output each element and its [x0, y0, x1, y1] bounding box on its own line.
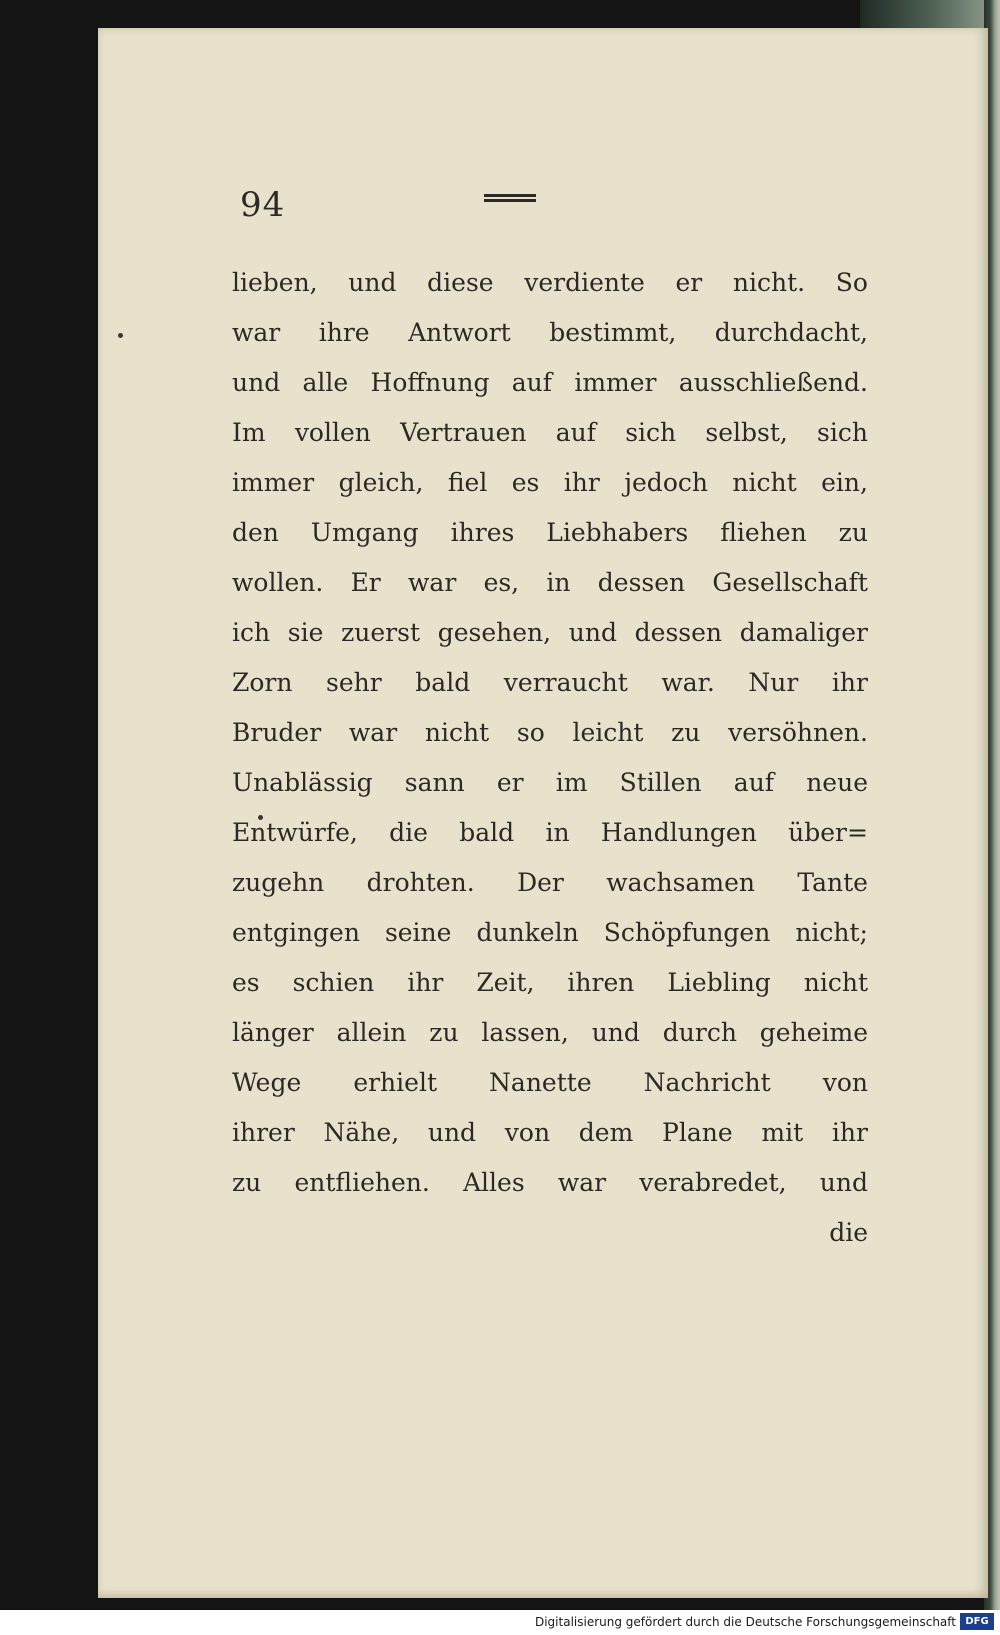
word: Hoffnung [370, 368, 490, 397]
word: ihr [831, 1118, 868, 1147]
word: schien [292, 968, 375, 997]
word: in [545, 818, 570, 847]
text-line [232, 1108, 868, 1158]
word: immer [232, 468, 315, 497]
word: und [591, 1018, 640, 1047]
dfg-logo: DFG [960, 1613, 994, 1630]
text-line [232, 808, 868, 858]
word: dem [578, 1118, 634, 1147]
word: wachsamen [606, 868, 755, 897]
body-text [232, 258, 868, 1258]
word: es [511, 468, 540, 497]
word: nicht [803, 968, 868, 997]
word: und [348, 268, 397, 297]
word: ihr [831, 668, 868, 697]
text-line [232, 758, 868, 808]
word: alle [302, 368, 349, 397]
word: ein, [821, 468, 868, 497]
word: Der [517, 868, 564, 897]
word: zu [671, 718, 701, 747]
word: auf [511, 368, 553, 397]
text-line [232, 1008, 868, 1058]
word: Wege [232, 1068, 302, 1097]
word: zuerst [341, 618, 421, 647]
word: durch [662, 1018, 737, 1047]
word: allein [336, 1018, 407, 1047]
word: war [557, 1168, 607, 1197]
header-rule [484, 194, 536, 206]
text-line [232, 558, 868, 608]
word: Nur [748, 668, 799, 697]
word: sie [287, 618, 324, 647]
word: ihr [563, 468, 600, 497]
text-line [232, 708, 868, 758]
word: verdiente [524, 268, 645, 297]
word: Handlungen [600, 818, 757, 847]
word: vollen [294, 418, 371, 447]
word: im [555, 768, 588, 797]
word: lassen, [481, 1018, 569, 1047]
word: verabredet, [639, 1168, 787, 1197]
word: sann [404, 768, 465, 797]
word: ihres [450, 518, 515, 547]
word: zugehn [232, 868, 325, 897]
word: den [232, 518, 279, 547]
text-line [232, 608, 868, 658]
book-cover-edge [860, 0, 1000, 28]
word: zu [429, 1018, 459, 1047]
funding-credit: Digitalisierung gefördert durch die Deutsche Forschungsgemeinschaft [534, 1615, 956, 1629]
word: seine [384, 918, 452, 947]
word: Tante [797, 868, 868, 897]
word: sehr [326, 668, 382, 697]
word: nicht [424, 718, 490, 747]
word: Antwort [408, 318, 511, 347]
word: ihrer [232, 1118, 295, 1147]
footer-bar [0, 1610, 1000, 1635]
word: auf [555, 418, 596, 447]
text-line [232, 308, 868, 358]
word: Schöpfungen [603, 918, 771, 947]
word: dessen [634, 618, 723, 647]
word: von [822, 1068, 868, 1097]
word: bestimmt, [549, 318, 677, 347]
word: verraucht [503, 668, 628, 697]
word: Nanette [489, 1068, 592, 1097]
word: dessen [597, 568, 686, 597]
text-line [232, 458, 868, 508]
word: Plane [662, 1118, 733, 1147]
word: neue [806, 768, 868, 797]
word: zu [838, 518, 868, 547]
word: jedoch [624, 468, 708, 497]
text-line [232, 508, 868, 558]
word: Bruder [232, 718, 322, 747]
word: Alles [462, 1168, 525, 1197]
margin-mark [118, 333, 123, 338]
word: wollen. [232, 568, 324, 597]
word: über= [788, 818, 868, 847]
word: ausschließend. [678, 368, 868, 397]
word: die [389, 818, 428, 847]
text-line [232, 908, 868, 958]
word: Gesellschaft [712, 568, 868, 597]
word: leicht [572, 718, 644, 747]
catchword-line [232, 1208, 868, 1258]
text-line [232, 1158, 868, 1208]
text-line [232, 258, 868, 308]
word: war [232, 318, 281, 347]
word: er [496, 768, 524, 797]
page-number: 94 [240, 185, 286, 225]
word: Im [232, 418, 266, 447]
word: länger [232, 1018, 314, 1047]
word: bald [415, 668, 471, 697]
text-line [232, 658, 868, 708]
word: So [835, 268, 868, 297]
word: nicht [732, 468, 797, 497]
word: selbst, [705, 418, 788, 447]
text-line [232, 408, 868, 458]
word: nicht; [795, 918, 868, 947]
word: Vertrauen [400, 418, 527, 447]
word: und [232, 368, 281, 397]
word: gesehen, [437, 618, 552, 647]
word: drohten. [366, 868, 475, 897]
word: damaliger [739, 618, 868, 647]
word: Zorn [232, 668, 293, 697]
word: und [427, 1118, 477, 1147]
word: es [232, 968, 260, 997]
catchword: die [829, 1218, 868, 1247]
word: Entwürfe, [232, 818, 358, 847]
word: nicht. [732, 268, 806, 297]
word: bald [459, 818, 515, 847]
word: in [546, 568, 571, 597]
word: Nachricht [643, 1068, 771, 1097]
word: ihr [407, 968, 444, 997]
word: zu [232, 1168, 262, 1197]
word: und [819, 1168, 868, 1197]
word: entgingen [232, 918, 360, 947]
word: war [408, 568, 457, 597]
word: ihre [318, 318, 370, 347]
word: sich [817, 418, 868, 447]
word: dunkeln [476, 918, 579, 947]
word: sich [625, 418, 677, 447]
word: versöhnen. [728, 718, 868, 747]
word: erhielt [353, 1068, 437, 1097]
word: Nähe, [323, 1118, 400, 1147]
word: Unablässig [232, 768, 373, 797]
word: und [568, 618, 617, 647]
text-line [232, 958, 868, 1008]
word: lieben, [232, 268, 318, 297]
word: mit [761, 1118, 804, 1147]
word: immer [574, 368, 657, 397]
word: entfliehen. [294, 1168, 430, 1197]
word: gleich, [338, 468, 424, 497]
text-line [232, 358, 868, 408]
word: Umgang [310, 518, 419, 547]
word: Zeit, [476, 968, 535, 997]
word: so [516, 718, 545, 747]
word: diese [427, 268, 494, 297]
word: fiel [447, 468, 488, 497]
word: es, [483, 568, 520, 597]
word: er [675, 268, 703, 297]
word: geheime [759, 1018, 868, 1047]
text-line [232, 858, 868, 908]
word: Liebhabers [546, 518, 689, 547]
word: Er [350, 568, 381, 597]
word: durchdacht, [714, 318, 868, 347]
word: war. [661, 668, 715, 697]
word: ich [232, 618, 271, 647]
word: Stillen [619, 768, 702, 797]
word: auf [733, 768, 775, 797]
word: war [348, 718, 398, 747]
word: von [504, 1118, 551, 1147]
word: fliehen [720, 518, 807, 547]
word: Liebling [667, 968, 771, 997]
text-line [232, 1058, 868, 1108]
word: ihren [567, 968, 635, 997]
